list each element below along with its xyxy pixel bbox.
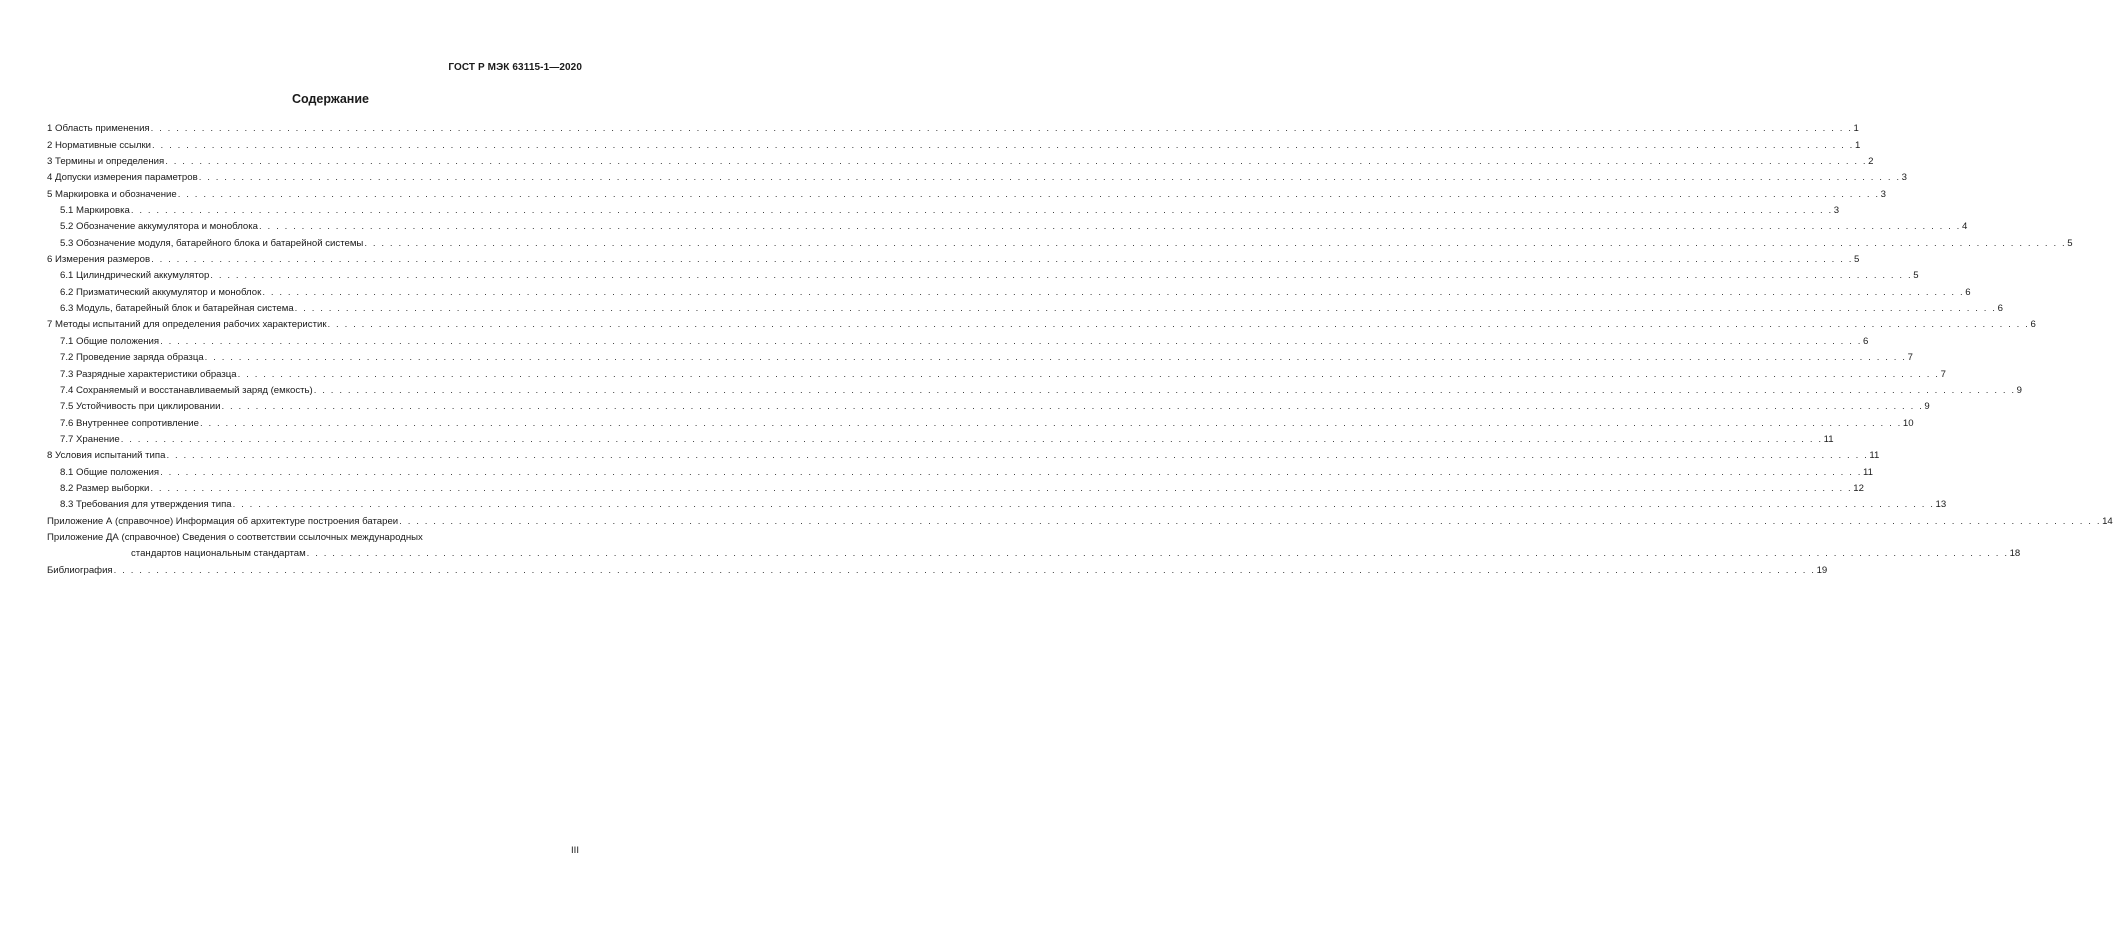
- toc-entry-label: 6.3 Модуль, батарейный блок и батарейная система: [60, 303, 294, 315]
- toc-entry-page: 11: [1863, 466, 1873, 478]
- toc-entry-label: 5 Маркировка и обозначение: [47, 188, 177, 200]
- dot-leader: . . . . . . . . . . . . . . . . . . . . . . . . . . . . . . . . . . . . . . . . . . . . . . . . . . . . . . . . . . . . . . . . . . . . . . . . . . . . . . . . . . . . . . . . . . . . . . . . . . . . . . . . . . . . . . . . . . . . . . . . . . . . . . . . . . . . . . . . . . . . . . . . . . . . . . . . . . . . . . . . . . . . . . . . . . . . . . . . . . . . . . . . . . . . . . . . . . . . . . . .: [262, 286, 1965, 298]
- toc-entry-page: 3: [1833, 205, 1840, 217]
- toc-entry-label: 7.1 Общие положения: [60, 335, 160, 347]
- toc-entry-page: 7: [1907, 352, 1913, 364]
- toc-entry-label: 7.2 Проведение заряда образца: [60, 352, 204, 364]
- table-of-contents: [47, 119, 2113, 577]
- dot-leader: . . . . . . . . . . . . . . . . . . . . . . . . . . . . . . . . . . . . . . . . . . . . . . . . . . . . . . . . . . . . . . . . . . . . . . . . . . . . . . . . . . . . . . . . . . . . . . . . . . . . . . . . . . . . . . . . . . . . . . . . . . . . . . . . . . . . . . . . . . . . . . . . . . . . . . . . . . . . . . . . . . . . . . . . . . . . . . . . . . . . . . . . . . . . . . . . . . . . . . . .: [294, 303, 1997, 315]
- dot-leader: . . . . . . . . . . . . . . . . . . . . . . . . . . . . . . . . . . . . . . . . . . . . . . . . . . . . . . . . . . . . . . . . . . . . . . . . . . . . . . . . . . . . . . . . . . . . . . . . . . . . . . . . . . . . . . . . . . . . . . . . . . . . . . . . . . . . . . . . . . . . . . . . . . . . . . . . . . . . . . . . . . . . . . . . . . . . . . . . . . . . . . . . . . . . . . . . . . . . . . . .: [113, 564, 1816, 576]
- toc-entry[interactable]: [47, 528, 575, 544]
- toc-entry[interactable]: [47, 560, 1828, 576]
- toc-entry-page: 1: [1853, 123, 1859, 135]
- toc-entry[interactable]: [47, 430, 1834, 446]
- toc-entry-label: 7.3 Разрядные характеристики образца: [60, 368, 237, 380]
- toc-entry[interactable]: [47, 315, 2036, 331]
- dot-leader: . . . . . . . . . . . . . . . . . . . . . . . . . . . . . . . . . . . . . . . . . . . . . . . . . . . . . . . . . . . . . . . . . . . . . . . . . . . . . . . . . . . . . . . . . . . . . . . . . . . . . . . . . . . . . . . . . . . . . . . . . . . . . . . . . . . . . . . . . . . . . . . . . . . . . . . . . . . . . . . . . . . . . . . . . . . . . . . . . . . . . . . . . . . . . . . . . . . . . . . .: [130, 205, 1833, 217]
- toc-entry[interactable]: [47, 446, 1880, 462]
- toc-entry-label: 8 Условия испытаний типа: [47, 450, 166, 462]
- toc-entry-label: 7.5 Устойчивость при циклировании: [60, 401, 221, 413]
- dot-leader: . . . . . . . . . . . . . . . . . . . . . . . . . . . . . . . . . . . . . . . . . . . . . . . . . . . . . . . . . . . . . . . . . . . . . . . . . . . . . . . . . . . . . . . . . . . . . . . . . . . . . . . . . . . . . . . . . . . . . . . . . . . . . . . . . . . . . . . . . . . . . . . . . . . . . . . . . . . . . . . . . . . . . . . . . . . . . . . . . . . . . . . . . . . . . . . . . . . . . . . .: [232, 499, 1935, 511]
- toc-entry-page: 14: [2102, 515, 2113, 527]
- toc-entry-page: 12: [1853, 482, 1864, 494]
- toc-entry-label: 6.2 Призматический аккумулятор и моноблок: [60, 286, 262, 298]
- toc-entry-page: 5: [2067, 237, 2073, 249]
- dot-leader: . . . . . . . . . . . . . . . . . . . . . . . . . . . . . . . . . . . . . . . . . . . . . . . . . . . . . . . . . . . . . . . . . . . . . . . . . . . . . . . . . . . . . . . . . . . . . . . . . . . . . . . . . . . . . . . . . . . . . . . . . . . . . . . . . . . . . . . . . . . . . . . . . . . . . . . . . . . . . . . . . . . . . . . . . . . . . . . . . . . . . . . . . . . . . . . . . . . . . . . .: [120, 433, 1823, 445]
- toc-entry-page: 6: [1965, 286, 1971, 298]
- toc-entry-page: 4: [1961, 221, 1968, 233]
- dot-leader: . . . . . . . . . . . . . . . . . . . . . . . . . . . . . . . . . . . . . . . . . . . . . . . . . . . . . . . . . . . . . . . . . . . . . . . . . . . . . . . . . . . . . . . . . . . . . . . . . . . . . . . . . . . . . . . . . . . . . . . . . . . . . . . . . . . . . . . . . . . . . . . . . . . . . . . . . . . . . . . . . . . . . . . . . . . . . . . . . . . . . . . . . . . . . . . . . . . . . . . .: [177, 188, 1880, 200]
- document-code: ГОСТ Р МЭК 63115-1—2020: [448, 62, 582, 73]
- toc-entry-page: 6: [1997, 303, 2003, 315]
- toc-entry[interactable]: [47, 479, 1864, 495]
- toc-entry-label: 8.3 Требования для утверждения типа: [60, 499, 232, 511]
- dot-leader: . . . . . . . . . . . . . . . . . . . . . . . . . . . . . . . . . . . . . . . . . . . . . . . . . . . . . . . . . . . . . . . . . . . . . . . . . . . . . . . . . . . . . . . . . . . . . . . . . . . . . . . . . . . . . . . . . . . . . . . . . . . . . . . . . . . . . . . . . . . . . . . . . . . . . . . . . . . . . . . . . . . . . . . . . . . . . . . . . . . . . . . . . . . . . . . . . . . . . . . .: [327, 319, 2030, 331]
- dot-leader: . . . . . . . . . . . . . . . . . . . . . . . . . . . . . . . . . . . . . . . . . . . . . . . . . . . . . . . . . . . . . . . . . . . . . . . . . . . . . . . . . . . . . . . . . . . . . . . . . . . . . . . . . . . . . . . . . . . . . . . . . . . . . . . . . . . . . . . . . . . . . . . . . . . . . . . . . . . . . . . . . . . . . . . . . . . . . . . . . . . . . . . . . . . . . . . . . . . . . . . .: [166, 450, 1869, 462]
- dot-leader: . . . . . . . . . . . . . . . . . . . . . . . . . . . . . . . . . . . . . . . . . . . . . . . . . . . . . . . . . . . . . . . . . . . . . . . . . . . . . . . . . . . . . . . . . . . . . . . . . . . . . . . . . . . . . . . . . . . . . . . . . . . . . . . . . . . . . . . . . . . . . . . . . . . . . . . . . . . . . . . . . . . . . . . . . . . . . . . . . . . . . . . . . . . . . . . . . . . . . . . .: [237, 368, 1940, 380]
- dot-leader: . . . . . . . . . . . . . . . . . . . . . . . . . . . . . . . . . . . . . . . . . . . . . . . . . . . . . . . . . . . . . . . . . . . . . . . . . . . . . . . . . . . . . . . . . . . . . . . . . . . . . . . . . . . . . . . . . . . . . . . . . . . . . . . . . . . . . . . . . . . . . . . . . . . . . . . . . . . . . . . . . . . . . . . . . . . . . . . . . . . . . . . . . . . . . . . . . . . . . . . .: [151, 254, 1853, 266]
- toc-entry-page: 3: [1901, 172, 1907, 184]
- dot-leader: . . . . . . . . . . . . . . . . . . . . . . . . . . . . . . . . . . . . . . . . . . . . . . . . . . . . . . . . . . . . . . . . . . . . . . . . . . . . . . . . . . . . . . . . . . . . . . . . . . . . . . . . . . . . . . . . . . . . . . . . . . . . . . . . . . . . . . . . . . . . . . . . . . . . . . . . . . . . . . . . . . . . . . . . . . . . . . . . . . . . . . . . . . . . . . . . . . . . . . . .: [210, 270, 1913, 282]
- toc-entry[interactable]: [47, 495, 1947, 511]
- toc-entry-label: 7.4 Сохраняемый и восстанавливаемый заряд (емкость): [60, 384, 313, 396]
- toc-entry[interactable]: [47, 413, 1914, 429]
- toc-entry-page: 18: [2009, 548, 2021, 560]
- toc-entry[interactable]: [47, 397, 1930, 413]
- toc-entry-label: 7 Методы испытаний для определения рабочих характеристик: [47, 319, 327, 331]
- toc-entry-page: 10: [1902, 417, 1914, 429]
- toc-entry[interactable]: [47, 184, 1887, 200]
- toc-entry[interactable]: [47, 364, 1946, 380]
- toc-entry-label: 1 Область применения: [47, 123, 150, 135]
- page-number: III: [571, 845, 579, 856]
- toc-entry[interactable]: [47, 233, 2073, 249]
- toc-entry-page: 5: [1854, 254, 1860, 266]
- toc-entry-page: 9: [2016, 384, 2023, 396]
- toc-entry[interactable]: [47, 544, 2021, 560]
- dot-leader: . . . . . . . . . . . . . . . . . . . . . . . . . . . . . . . . . . . . . . . . . . . . . . . . . . . . . . . . . . . . . . . . . . . . . . . . . . . . . . . . . . . . . . . . . . . . . . . . . . . . . . . . . . . . . . . . . . . . . . . . . . . . . . . . . . . . . . . . . . . . . . . . . . . . . . . . . . . . . . . . . . . . . . . . . . . . . . . . . . . . . . . . . . . . . . . . . . . . . . . .: [150, 123, 1853, 135]
- dot-leader: . . . . . . . . . . . . . . . . . . . . . . . . . . . . . . . . . . . . . . . . . . . . . . . . . . . . . . . . . . . . . . . . . . . . . . . . . . . . . . . . . . . . . . . . . . . . . . . . . . . . . . . . . . . . . . . . . . . . . . . . . . . . . . . . . . . . . . . . . . . . . . . . . . . . . . . . . . . . . . . . . . . . . . . . . . . . . . . . . . . . . . . . . . . . . . . . . . . . . . . .: [399, 515, 2102, 527]
- toc-entry-label: Приложение А (справочное) Информация об архитектуре построения батареи: [47, 515, 399, 527]
- toc-entry-label: 7.7 Хранение: [60, 433, 120, 445]
- toc-entry[interactable]: [47, 168, 1907, 184]
- toc-entry[interactable]: [47, 119, 1859, 135]
- page-title: Содержание: [291, 92, 369, 106]
- toc-entry-label: стандартов национальным стандартам: [131, 548, 306, 560]
- toc-entry-page: 13: [1935, 499, 1947, 511]
- toc-entry-page: 6: [1863, 335, 1869, 347]
- dot-leader: . . . . . . . . . . . . . . . . . . . . . . . . . . . . . . . . . . . . . . . . . . . . . . . . . . . . . . . . . . . . . . . . . . . . . . . . . . . . . . . . . . . . . . . . . . . . . . . . . . . . . . . . . . . . . . . . . . . . . . . . . . . . . . . . . . . . . . . . . . . . . . . . . . . . . . . . . . . . . . . . . . . . . . . . . . . . . . . . . . . . . . . . . . . . . . . . . . . . . . . .: [221, 401, 1924, 413]
- toc-entry-label: 8.2 Размер выборки: [60, 482, 150, 494]
- toc-entry[interactable]: [47, 282, 1971, 298]
- toc-entry-label: 5.2 Обозначение аккумулятора и моноблока: [60, 221, 259, 233]
- dot-leader: . . . . . . . . . . . . . . . . . . . . . . . . . . . . . . . . . . . . . . . . . . . . . . . . . . . . . . . . . . . . . . . . . . . . . . . . . . . . . . . . . . . . . . . . . . . . . . . . . . . . . . . . . . . . . . . . . . . . . . . . . . . . . . . . . . . . . . . . . . . . . . . . . . . . . . . . . . . . . . . . . . . . . . . . . . . . . . . . . . . . . . . . . . . . . . . . . . . . . . . .: [160, 466, 1862, 478]
- dot-leader: . . . . . . . . . . . . . . . . . . . . . . . . . . . . . . . . . . . . . . . . . . . . . . . . . . . . . . . . . . . . . . . . . . . . . . . . . . . . . . . . . . . . . . . . . . . . . . . . . . . . . . . . . . . . . . . . . . . . . . . . . . . . . . . . . . . . . . . . . . . . . . . . . . . . . . . . . . . . . . . . . . . . . . . . . . . . . . . . . . . . . . . . . . . . . . . . . . . . . . . .: [199, 417, 1902, 429]
- toc-entry-label: 5.3 Обозначение модуля, батарейного блока и батарейной системы: [60, 237, 364, 249]
- toc-entry-label: 2 Нормативные ссылки: [47, 139, 152, 151]
- toc-entry-label: 4 Допуски измерения параметров: [47, 172, 198, 184]
- toc-entry[interactable]: [47, 250, 1860, 266]
- toc-entry-label: 8.1 Общие положения: [60, 466, 160, 478]
- toc-entry-page: 19: [1816, 564, 1828, 576]
- toc-entry-page: 3: [1880, 188, 1887, 200]
- dot-leader: . . . . . . . . . . . . . . . . . . . . . . . . . . . . . . . . . . . . . . . . . . . . . . . . . . . . . . . . . . . . . . . . . . . . . . . . . . . . . . . . . . . . . . . . . . . . . . . . . . . . . . . . . . . . . . . . . . . . . . . . . . . . . . . . . . . . . . . . . . . . . . . . . . . . . . . . . . . . . . . . . . . . . . . . . . . . . . . . . . . . . . . . . . . . . . . . . . . . . . . .: [204, 352, 1907, 364]
- toc-entry[interactable]: [47, 348, 1913, 364]
- toc-entry[interactable]: [47, 201, 1840, 217]
- toc-entry-label: 6 Измерения размеров: [47, 254, 151, 266]
- toc-entry-label: 7.6 Внутреннее сопротивление: [60, 417, 199, 429]
- toc-entry[interactable]: [47, 266, 1919, 282]
- toc-entry[interactable]: [47, 462, 1873, 478]
- dot-leader: . . . . . . . . . . . . . . . . . . . . . . . . . . . . . . . . . . . . . . . . . . . . . . . . . . . . . . . . . . . . . . . . . . . . . . . . . . . . . . . . . . . . . . . . . . . . . . . . . . . . . . . . . . . . . . . . . . . . . . . . . . . . . . . . . . . . . . . . . . . . . . . . . . . . . . . . . . . . . . . . . . . . . . . . . . . . . . . . . . . . . . . . . . . . . . . . . . . . . . . .: [165, 156, 1868, 168]
- toc-entry-label: Приложение ДА (справочное) Сведения о соответствии ссылочных международных: [47, 531, 423, 543]
- toc-entry[interactable]: [47, 331, 1869, 347]
- dot-leader: . . . . . . . . . . . . . . . . . . . . . . . . . . . . . . . . . . . . . . . . . . . . . . . . . . . . . . . . . . . . . . . . . . . . . . . . . . . . . . . . . . . . . . . . . . . . . . . . . . . . . . . . . . . . . . . . . . . . . . . . . . . . . . . . . . . . . . . . . . . . . . . . . . . . . . . . . . . . . . . . . . . . . . . . . . . . . . . . . . . . . . . . . . . . . . . . . . . . . . . .: [306, 548, 2009, 560]
- dot-leader: . . . . . . . . . . . . . . . . . . . . . . . . . . . . . . . . . . . . . . . . . . . . . . . . . . . . . . . . . . . . . . . . . . . . . . . . . . . . . . . . . . . . . . . . . . . . . . . . . . . . . . . . . . . . . . . . . . . . . . . . . . . . . . . . . . . . . . . . . . . . . . . . . . . . . . . . . . . . . . . . . . . . . . . . . . . . . . . . . . . . . . . . . . . . . . . . . . . . . . . .: [150, 482, 1853, 494]
- dot-leader: . . . . . . . . . . . . . . . . . . . . . . . . . . . . . . . . . . . . . . . . . . . . . . . . . . . . . . . . . . . . . . . . . . . . . . . . . . . . . . . . . . . . . . . . . . . . . . . . . . . . . . . . . . . . . . . . . . . . . . . . . . . . . . . . . . . . . . . . . . . . . . . . . . . . . . . . . . . . . . . . . . . . . . . . . . . . . . . . . . . . . . . . . . . . . . . . . . . . . . . .: [259, 221, 1961, 233]
- toc-entry-label: 6.1 Цилиндрический аккумулятор: [60, 270, 210, 282]
- toc-entry-page: 11: [1823, 433, 1834, 445]
- dot-leader: . . . . . . . . . . . . . . . . . . . . . . . . . . . . . . . . . . . . . . . . . . . . . . . . . . . . . . . . . . . . . . . . . . . . . . . . . . . . . . . . . . . . . . . . . . . . . . . . . . . . . . . . . . . . . . . . . . . . . . . . . . . . . . . . . . . . . . . . . . . . . . . . . . . . . . . . . . . . . . . . . . . . . . . . . . . . . . . . . . . . . . . . . . . . . . . . . . . . . . . .: [313, 384, 2016, 396]
- toc-entry-label: Библиография: [47, 564, 113, 576]
- dot-leader: . . . . . . . . . . . . . . . . . . . . . . . . . . . . . . . . . . . . . . . . . . . . . . . . . . . . . . . . . . . . . . . . . . . . . . . . . . . . . . . . . . . . . . . . . . . . . . . . . . . . . . . . . . . . . . . . . . . . . . . . . . . . . . . . . . . . . . . . . . . . . . . . . . . . . . . . . . . . . . . . . . . . . . . . . . . . . . . . . . . . . . . . . . . . . . . . . . . . . . . .: [364, 237, 2067, 249]
- toc-entry[interactable]: [47, 152, 1874, 168]
- toc-entry-page: 11: [1869, 450, 1880, 462]
- toc-entry-page: 7: [1940, 368, 1946, 380]
- toc-entry-label: 5.1 Маркировка: [60, 205, 130, 217]
- toc-entry[interactable]: [47, 135, 1861, 151]
- dot-leader: . . . . . . . . . . . . . . . . . . . . . . . . . . . . . . . . . . . . . . . . . . . . . . . . . . . . . . . . . . . . . . . . . . . . . . . . . . . . . . . . . . . . . . . . . . . . . . . . . . . . . . . . . . . . . . . . . . . . . . . . . . . . . . . . . . . . . . . . . . . . . . . . . . . . . . . . . . . . . . . . . . . . . . . . . . . . . . . . . . . . . . . . . . . . . . . . . . . . . . . .: [198, 172, 1901, 184]
- toc-entry-page: 6: [2030, 319, 2036, 331]
- toc-entry-page: 5: [1913, 270, 1919, 282]
- toc-entry-label: 3 Термины и определения: [47, 156, 165, 168]
- toc-entry[interactable]: [47, 511, 2113, 527]
- toc-entry[interactable]: [47, 381, 2023, 397]
- toc-entry[interactable]: [47, 217, 1968, 233]
- toc-entry[interactable]: [47, 299, 2003, 315]
- toc-entry-page: 9: [1924, 401, 1930, 413]
- toc-entry-page: 2: [1868, 156, 1874, 168]
- toc-entry-page: 1: [1854, 139, 1861, 151]
- dot-leader: . . . . . . . . . . . . . . . . . . . . . . . . . . . . . . . . . . . . . . . . . . . . . . . . . . . . . . . . . . . . . . . . . . . . . . . . . . . . . . . . . . . . . . . . . . . . . . . . . . . . . . . . . . . . . . . . . . . . . . . . . . . . . . . . . . . . . . . . . . . . . . . . . . . . . . . . . . . . . . . . . . . . . . . . . . . . . . . . . . . . . . . . . . . . . . . . . . . . . . . .: [160, 335, 1862, 347]
- dot-leader: . . . . . . . . . . . . . . . . . . . . . . . . . . . . . . . . . . . . . . . . . . . . . . . . . . . . . . . . . . . . . . . . . . . . . . . . . . . . . . . . . . . . . . . . . . . . . . . . . . . . . . . . . . . . . . . . . . . . . . . . . . . . . . . . . . . . . . . . . . . . . . . . . . . . . . . . . . . . . . . . . . . . . . . . . . . . . . . . . . . . . . . . . . . . . . . . . . . . . . . .: [152, 139, 1854, 151]
